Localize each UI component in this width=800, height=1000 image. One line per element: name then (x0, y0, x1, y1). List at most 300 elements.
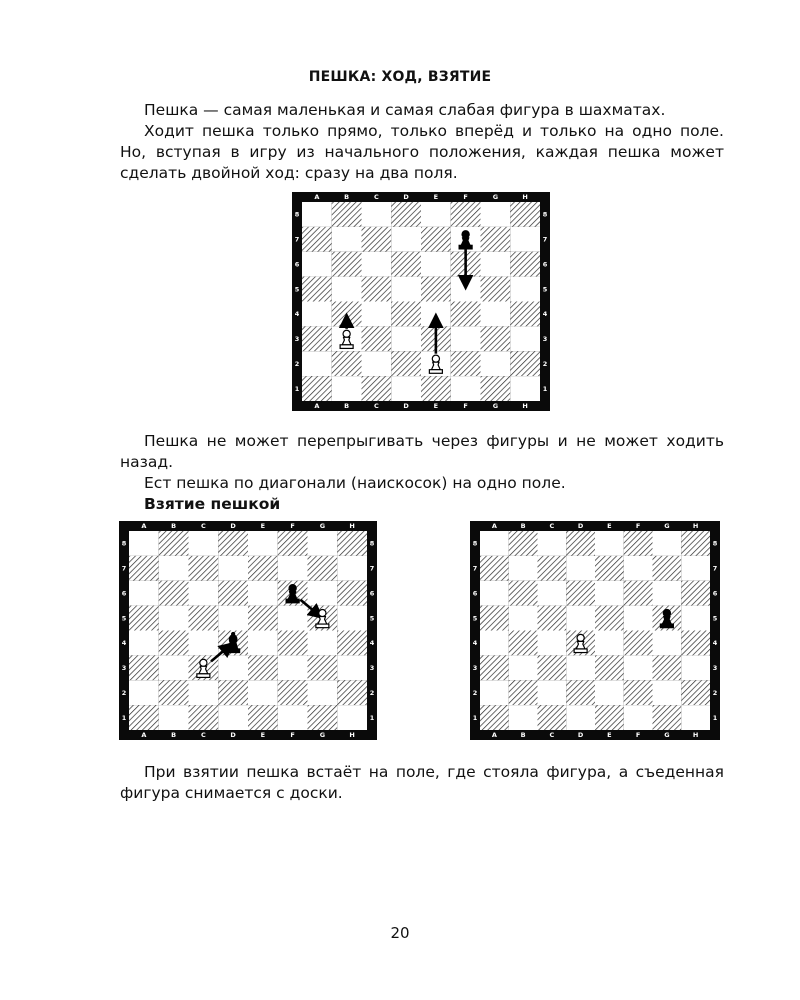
file-label-top: A (491, 522, 497, 531)
square-f5 (278, 606, 308, 631)
pawn-head-shape (289, 585, 296, 592)
rank-label-left: 5 (294, 285, 300, 294)
square-g1 (481, 376, 511, 401)
file-label-top: A (141, 522, 147, 531)
rank-label-right: 4 (369, 639, 375, 648)
square-g7 (653, 556, 682, 581)
rank-label-left: 8 (294, 210, 300, 219)
square-b2 (159, 680, 189, 705)
file-label-top: H (692, 522, 699, 531)
pawn-capture-after-diagram (470, 521, 720, 740)
square-c1 (189, 705, 219, 730)
square-d7 (566, 556, 595, 581)
square-a2 (129, 680, 159, 705)
pawn-body-shape (431, 362, 440, 370)
square-b4 (159, 631, 189, 656)
square-c5 (362, 277, 392, 302)
rank-label-left: 6 (121, 589, 127, 598)
square-d3 (391, 326, 421, 351)
square-d6 (391, 252, 421, 277)
square-h8 (510, 202, 540, 227)
rank-label-left: 7 (472, 564, 478, 573)
square-a8 (129, 531, 159, 556)
rank-label-right: 8 (712, 539, 718, 548)
square-g2 (308, 680, 338, 705)
pawn-base-shape (197, 674, 210, 678)
file-label-bottom: C (200, 731, 206, 740)
middle-line-3: Ест пешка по диагонали (наискосок) на одно поле. (144, 474, 566, 492)
file-label-top: D (230, 522, 236, 531)
square-b8 (159, 531, 189, 556)
file-label-bottom: E (260, 731, 266, 740)
pawn-base-shape (316, 624, 329, 628)
rank-label-right: 1 (542, 384, 548, 393)
square-f2 (278, 680, 308, 705)
square-f7 (624, 556, 653, 581)
rank-label-right: 1 (369, 713, 375, 722)
square-c4 (538, 631, 567, 656)
square-f3 (451, 326, 481, 351)
pawn-head-shape (577, 634, 584, 641)
page-number: 20 (390, 924, 410, 942)
rank-label-left: 8 (121, 539, 127, 548)
file-label-top: F (463, 193, 468, 202)
square-a6 (129, 581, 159, 606)
file-label-bottom: F (463, 402, 468, 411)
file-label-bottom: G (319, 731, 326, 740)
rank-label-right: 1 (712, 713, 718, 722)
square-f5 (624, 606, 653, 631)
rank-label-right: 8 (369, 539, 375, 548)
square-c7 (189, 556, 219, 581)
square-b7 (159, 556, 189, 581)
pawn-base-shape (429, 370, 442, 374)
square-d3 (566, 655, 595, 680)
rank-label-left: 5 (472, 614, 478, 623)
rank-label-left: 3 (472, 664, 478, 673)
square-e3 (248, 655, 278, 680)
square-a7 (480, 556, 509, 581)
square-h7 (337, 556, 367, 581)
square-b3 (159, 655, 189, 680)
file-label-top: C (373, 193, 379, 202)
file-label-top: A (314, 193, 320, 202)
rank-label-left: 6 (472, 589, 478, 598)
file-label-top: B (171, 522, 177, 531)
square-e6 (421, 252, 451, 277)
square-g5 (481, 277, 511, 302)
middle-paragraph (120, 431, 724, 515)
pawn-base-shape (574, 649, 587, 653)
square-f3 (278, 655, 308, 680)
square-c2 (538, 680, 567, 705)
square-b7 (332, 227, 362, 252)
rank-label-left: 1 (121, 713, 127, 722)
pawn-body-shape (576, 641, 585, 649)
square-c2 (362, 351, 392, 376)
square-c7 (362, 227, 392, 252)
square-e2 (595, 680, 624, 705)
square-e4 (595, 631, 624, 656)
square-h6 (510, 252, 540, 277)
square-a1 (129, 705, 159, 730)
square-e7 (595, 556, 624, 581)
square-b6 (159, 581, 189, 606)
file-label-top: F (290, 522, 295, 531)
square-f1 (451, 376, 481, 401)
square-h3 (510, 326, 540, 351)
rank-label-left: 4 (121, 639, 127, 648)
square-g3 (481, 326, 511, 351)
square-f8 (278, 531, 308, 556)
square-f8 (624, 531, 653, 556)
square-h7 (510, 227, 540, 252)
square-d5 (566, 606, 595, 631)
square-f2 (624, 680, 653, 705)
square-f4 (451, 302, 481, 327)
square-d5 (218, 606, 248, 631)
file-label-bottom: B (171, 731, 177, 740)
file-label-bottom: F (290, 731, 295, 740)
file-label-top: H (522, 193, 528, 202)
square-h3 (681, 655, 710, 680)
middle-line-2: назад. (120, 453, 174, 471)
square-e6 (595, 581, 624, 606)
square-g6 (481, 252, 511, 277)
square-d8 (391, 202, 421, 227)
file-label-top: G (319, 522, 326, 531)
file-label-bottom: C (373, 402, 379, 411)
square-g8 (481, 202, 511, 227)
rank-label-right: 5 (712, 614, 718, 623)
square-c8 (362, 202, 392, 227)
file-label-bottom: A (491, 731, 497, 740)
square-g7 (481, 227, 511, 252)
square-a4 (129, 631, 159, 656)
intro-line-2: Ходит пешка только прямо, только вперёд и только на одно поле. (144, 122, 724, 140)
pawn-base-shape (459, 245, 472, 249)
square-a6 (480, 581, 509, 606)
rank-label-right: 2 (542, 359, 548, 368)
pawn-head-shape (343, 330, 350, 337)
square-d8 (566, 531, 595, 556)
bishop-base-shape (227, 649, 240, 653)
square-d2 (391, 351, 421, 376)
square-a2 (480, 680, 509, 705)
file-label-bottom: E (433, 402, 439, 411)
file-label-top: B (344, 193, 350, 202)
square-c5 (538, 606, 567, 631)
file-label-top: E (433, 193, 439, 202)
square-h2 (510, 351, 540, 376)
intro-line-3: Но, вступая в игру из начального положения, каждая пешка может (120, 143, 724, 161)
square-e1 (248, 705, 278, 730)
square-g4 (481, 302, 511, 327)
square-g8 (653, 531, 682, 556)
square-e4 (248, 631, 278, 656)
rank-label-right: 2 (712, 688, 718, 697)
square-a5 (129, 606, 159, 631)
pawn-head-shape (200, 659, 207, 666)
file-label-bottom: C (549, 731, 555, 740)
square-g6 (653, 581, 682, 606)
square-h5 (681, 606, 710, 631)
file-label-bottom: B (520, 731, 526, 740)
square-c6 (538, 581, 567, 606)
file-label-bottom: G (664, 731, 670, 740)
square-a4 (302, 302, 332, 327)
square-b3 (509, 655, 538, 680)
file-label-top: G (492, 193, 499, 202)
square-e7 (248, 556, 278, 581)
square-g3 (653, 655, 682, 680)
intro-line-1: Пешка — самая маленькая и самая слабая фигура в шахматах. (144, 101, 666, 119)
rank-label-left: 7 (121, 564, 127, 573)
square-h2 (337, 680, 367, 705)
square-a6 (302, 252, 332, 277)
rank-label-right: 7 (369, 564, 375, 573)
file-label-bottom: A (314, 402, 320, 411)
square-d6 (566, 581, 595, 606)
pawn-head-shape (319, 609, 326, 616)
rank-label-left: 4 (472, 639, 478, 648)
square-a3 (480, 655, 509, 680)
square-c5 (189, 606, 219, 631)
square-f4 (624, 631, 653, 656)
rank-label-left: 2 (294, 359, 300, 368)
square-c8 (538, 531, 567, 556)
square-a1 (480, 705, 509, 730)
rank-label-right: 3 (712, 664, 718, 673)
square-a2 (302, 351, 332, 376)
square-e5 (248, 606, 278, 631)
file-label-top: G (664, 522, 670, 531)
file-label-top: H (349, 522, 355, 531)
square-h2 (681, 680, 710, 705)
rank-label-right: 3 (542, 335, 548, 344)
square-h8 (681, 531, 710, 556)
file-label-top: E (260, 522, 266, 531)
square-d3 (218, 655, 248, 680)
square-f6 (624, 581, 653, 606)
square-g6 (308, 581, 338, 606)
square-f3 (624, 655, 653, 680)
square-a7 (129, 556, 159, 581)
rank-label-right: 7 (542, 235, 548, 244)
file-label-top: C (200, 522, 206, 531)
square-b1 (332, 376, 362, 401)
square-g4 (308, 631, 338, 656)
square-a8 (480, 531, 509, 556)
square-h1 (681, 705, 710, 730)
square-b8 (509, 531, 538, 556)
square-d8 (218, 531, 248, 556)
square-f1 (278, 705, 308, 730)
square-b1 (159, 705, 189, 730)
rank-label-right: 2 (369, 688, 375, 697)
square-g2 (653, 680, 682, 705)
square-f7 (278, 556, 308, 581)
file-label-bottom: G (492, 402, 499, 411)
square-b5 (332, 277, 362, 302)
square-h6 (681, 581, 710, 606)
file-label-bottom: D (577, 731, 584, 740)
rank-label-right: 3 (369, 664, 375, 673)
square-a7 (302, 227, 332, 252)
square-b5 (159, 606, 189, 631)
square-d6 (218, 581, 248, 606)
square-g7 (308, 556, 338, 581)
file-label-top: C (549, 522, 555, 531)
rank-label-left: 3 (294, 335, 300, 344)
rank-label-left: 2 (121, 688, 127, 697)
square-a3 (129, 655, 159, 680)
square-a5 (302, 277, 332, 302)
file-label-top: E (607, 522, 612, 531)
square-h5 (510, 277, 540, 302)
square-g4 (653, 631, 682, 656)
square-g3 (308, 655, 338, 680)
file-label-bottom: D (403, 402, 409, 411)
square-e8 (248, 531, 278, 556)
pawn-body-shape (342, 337, 351, 345)
square-f2 (451, 351, 481, 376)
page-title: ПЕШКА: ХОД, ВЗЯТИЕ (308, 69, 492, 85)
file-label-bottom: F (635, 731, 641, 740)
rank-label-right: 6 (542, 260, 548, 269)
square-f4 (278, 631, 308, 656)
rank-label-left: 1 (472, 713, 478, 722)
pawn-base-shape (660, 624, 673, 628)
square-h4 (337, 631, 367, 656)
square-e2 (248, 680, 278, 705)
rank-label-left: 6 (294, 260, 300, 269)
pawn-body-shape (199, 666, 208, 674)
rank-label-left: 2 (472, 688, 478, 697)
middle-line-1: Пешка не может перепрыгивать через фигуры и не может ходить (144, 432, 724, 450)
square-c3 (538, 655, 567, 680)
intro-paragraph (120, 100, 724, 184)
square-b6 (332, 252, 362, 277)
square-e5 (421, 277, 451, 302)
file-label-top: D (577, 522, 584, 531)
square-c1 (362, 376, 392, 401)
rank-label-right: 6 (712, 589, 718, 598)
square-c4 (189, 631, 219, 656)
square-h4 (510, 302, 540, 327)
pawn-body-shape (461, 238, 470, 246)
square-b4 (509, 631, 538, 656)
rank-label-right: 5 (542, 285, 548, 294)
pawn-capture-before-diagram (119, 521, 377, 740)
pawn-base-shape (286, 599, 299, 603)
pawn-body-shape (288, 592, 297, 600)
square-d1 (391, 376, 421, 401)
square-h6 (337, 581, 367, 606)
rank-label-left: 3 (121, 664, 127, 673)
rank-label-left: 8 (472, 539, 478, 548)
square-e8 (421, 202, 451, 227)
intro-line-4: сделать двойной ход: сразу на два поля. (120, 164, 458, 182)
file-label-bottom: A (141, 731, 147, 740)
pawn-base-shape (340, 345, 353, 349)
rank-label-right: 8 (542, 210, 548, 219)
pawn-head-shape (462, 231, 469, 238)
square-b2 (509, 680, 538, 705)
square-e6 (248, 581, 278, 606)
rank-label-left: 7 (294, 235, 300, 244)
file-label-top: B (520, 522, 526, 531)
file-label-bottom: E (607, 731, 612, 740)
rank-label-right: 7 (712, 564, 718, 573)
closing-paragraph (120, 762, 724, 804)
square-e3 (595, 655, 624, 680)
square-c8 (189, 531, 219, 556)
closing-line-2: фигура снимается с доски. (120, 784, 343, 802)
square-d2 (218, 680, 248, 705)
square-e7 (421, 227, 451, 252)
square-b7 (509, 556, 538, 581)
square-c3 (362, 326, 392, 351)
square-f1 (624, 705, 653, 730)
square-a5 (480, 606, 509, 631)
square-b8 (332, 202, 362, 227)
square-h1 (337, 705, 367, 730)
square-e8 (595, 531, 624, 556)
square-h8 (337, 531, 367, 556)
square-d7 (391, 227, 421, 252)
pawn-body-shape (318, 616, 327, 624)
rank-label-right: 4 (542, 310, 548, 319)
square-f8 (451, 202, 481, 227)
square-a3 (302, 326, 332, 351)
rank-label-right: 4 (712, 639, 718, 648)
square-h1 (510, 376, 540, 401)
square-c6 (189, 581, 219, 606)
file-label-bottom: D (230, 731, 236, 740)
square-g8 (308, 531, 338, 556)
rank-label-left: 1 (294, 384, 300, 393)
square-d2 (566, 680, 595, 705)
file-label-bottom: H (349, 731, 355, 740)
square-e1 (595, 705, 624, 730)
file-label-bottom: B (344, 402, 350, 411)
square-a1 (302, 376, 332, 401)
square-a4 (480, 631, 509, 656)
square-b6 (509, 581, 538, 606)
bishop-body-shape (229, 643, 238, 649)
square-g2 (481, 351, 511, 376)
square-b5 (509, 606, 538, 631)
pawn-body-shape (662, 616, 671, 624)
square-c7 (538, 556, 567, 581)
rank-label-left: 4 (294, 310, 300, 319)
file-label-bottom: H (522, 402, 528, 411)
closing-line-1: При взятии пешка встаёт на поле, где стояла фигура, а съеденная (144, 763, 724, 781)
rank-label-left: 5 (121, 614, 127, 623)
square-d7 (218, 556, 248, 581)
square-e5 (595, 606, 624, 631)
file-label-top: F (635, 522, 641, 531)
square-c2 (189, 680, 219, 705)
file-label-bottom: H (692, 731, 699, 740)
pawn-head-shape (432, 355, 439, 362)
square-h3 (337, 655, 367, 680)
square-c1 (538, 705, 567, 730)
section-subtitle: Взятие пешкой (144, 495, 281, 513)
bishop-mitre-shape (229, 635, 237, 644)
pawn-head-shape (663, 609, 670, 616)
